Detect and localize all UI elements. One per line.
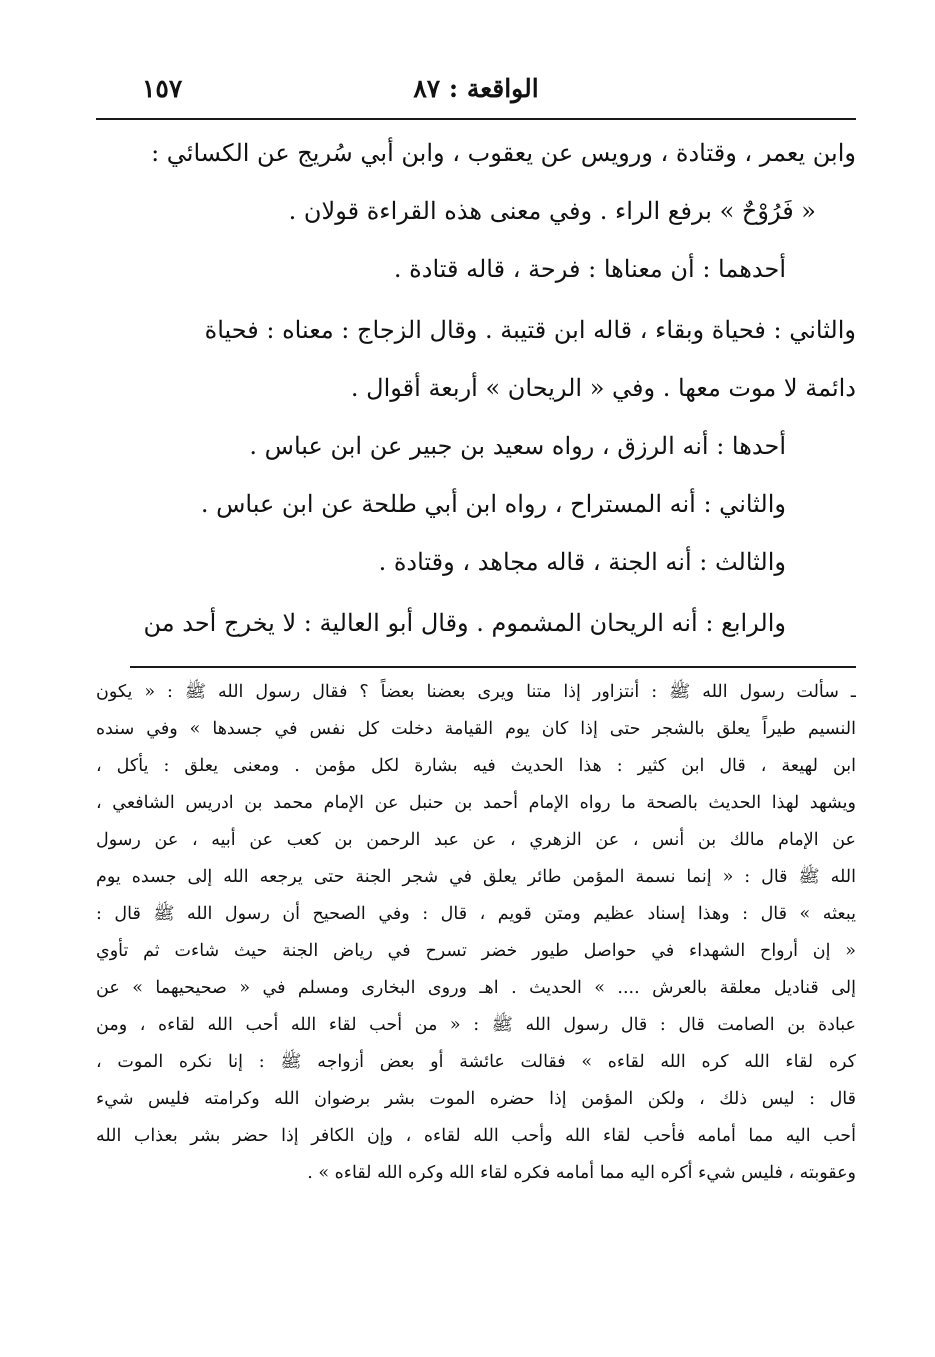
surah-reference: الواقعة : ٨٧ xyxy=(413,74,539,103)
page-header xyxy=(96,56,856,122)
footnote-line: يبعثه » قال : وهذا إسناد عظيم ومتن قويم ، قال : وفي الصحيح أن رسول الله ﷺ قال : xyxy=(96,904,856,924)
footnote-line: كره لقاء الله كره الله لقاءه » فقالت عائشة أو بعض أزواجه ﷺ : إنا نكره الموت ، xyxy=(96,1052,856,1072)
footnote-line: عن الإمام مالك بن أنس ، عن الزهري ، عن عبد الرحمن بن كعب عن أبيه ، عن رسول xyxy=(96,830,856,850)
main-text-line: « فَرُوْحٌ » برفع الراء . وفي معنى هذه القراءة قولان . xyxy=(288,197,816,225)
main-text-line: والرابع : أنه الريحان المشموم . وقال أبو العالية : لا يخرج أحد من xyxy=(143,609,786,637)
footnote-line: ابن لهيعة ، قال ابن كثير : هذا الحديث فيه بشارة لكل مؤمن . ومعنى يعلق : يأكل ، xyxy=(96,756,856,776)
footnote-line: ويشهد لهذا الحديث بالصحة ما رواه الإمام أحمد بن حنبل عن الإمام محمد بن ادريس الشافعي ، xyxy=(96,793,856,813)
footnote-rule xyxy=(130,666,856,668)
footnote-line: الله ﷺ قال : « إنما نسمة المؤمن طائر يعلق في شجر الجنة حتى يرجعه الله إلى جسده يوم xyxy=(96,867,856,887)
main-text-line: والثاني : فحياة وبقاء ، قاله ابن قتيبة . وقال الزجاج : معناه : فحياة xyxy=(204,316,856,344)
footnote-line: إلى قناديل معلقة بالعرش .... » الحديث . اهـ وروى البخارى ومسلم في « صحيحيهما » عن xyxy=(96,978,856,998)
footnote-line: أحب اليه مما أمامه فأحب لقاء الله وأحب الله لقاءه ، وإن الكافر إذا حضر بشر بعذاب الله xyxy=(96,1126,856,1146)
footnote-line: النسيم طيراً يعلق بالشجر حتى إذا كان يوم القيامة دخلت كل نفس في جسدها » وفي سنده xyxy=(96,719,856,739)
main-text-line: والثالث : أنه الجنة ، قاله مجاهد ، وقتادة . xyxy=(378,548,786,576)
footnote-line: عبادة بن الصامت قال : قال رسول الله ﷺ : « من أحب لقاء الله أحب الله لقاءه ، ومن xyxy=(96,1015,856,1035)
page-number: ١٥٧ xyxy=(142,74,183,103)
footnote-line: « إن أرواح الشهداء في حواصل طيور خضر تسرح في رياض الجنة حيث شاءت ثم تأوي xyxy=(96,941,856,961)
footnote-line: ـ سألت رسول الله ﷺ : أنتزاور إذا متنا ويرى بعضنا بعضاً ؟ فقال رسول الله ﷺ : « يكون xyxy=(96,682,856,702)
footnote-line: قال : ليس ذلك ، ولكن المؤمن إذا حضره الموت بشر برضوان الله وكرامته فليس شيء xyxy=(96,1089,856,1109)
footnote-line: وعقوبته ، فليس شيء أكره اليه مما أمامه فكره لقاء الله وكره الله لقاءه » . xyxy=(307,1163,856,1183)
main-text-line: أحدهما : أن معناها : فرحة ، قاله قتادة . xyxy=(393,255,786,283)
main-text-line: دائمة لا موت معها . وفي « الريحان » أربعة أقوال . xyxy=(350,374,856,402)
main-text-line: والثاني : أنه المستراح ، رواه ابن أبي طلحة عن ابن عباس . xyxy=(200,490,786,518)
main-text-line: أحدها : أنه الرزق ، رواه سعيد بن جبير عن ابن عباس . xyxy=(249,432,786,460)
main-text-line: وابن يعمر ، وقتادة ، ورويس عن يعقوب ، وابن أبي سُريج عن الكسائي : xyxy=(151,139,856,167)
header-rule xyxy=(96,118,856,120)
